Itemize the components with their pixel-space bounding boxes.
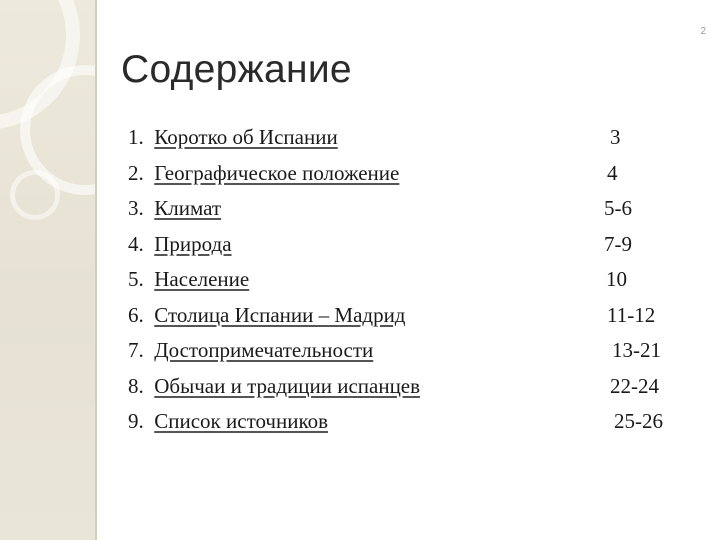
toc-link[interactable]: Достопримечательности <box>154 338 374 362</box>
toc-page-number: 11-12 <box>607 302 656 327</box>
toc-item-3 <box>128 191 698 227</box>
toc-link[interactable]: Климат <box>154 196 222 220</box>
toc-page-number: 3 <box>610 125 621 149</box>
table-of-contents <box>128 120 698 440</box>
slide-number: 2 <box>700 26 706 37</box>
toc-link[interactable]: Столица Испании – Мадрид <box>154 302 406 327</box>
toc-item-5 <box>128 262 698 298</box>
toc-page-number: 22-24 <box>610 373 659 398</box>
page-title: Содержание <box>121 48 352 91</box>
toc-link[interactable]: Обычаи и традиции испанцев <box>154 373 421 398</box>
toc-item-9 <box>128 404 698 440</box>
toc-item-1 <box>128 120 698 156</box>
toc-item-7 <box>128 333 698 369</box>
toc-link[interactable]: Географическое положение <box>154 160 400 185</box>
toc-link[interactable]: Список источников <box>154 409 329 433</box>
toc-link[interactable]: Коротко об Испании <box>154 125 338 149</box>
toc-page-number: 7-9 <box>604 231 632 256</box>
decorative-sidebar <box>0 0 97 540</box>
toc-page-number: 4 <box>607 160 618 185</box>
decorative-ring <box>10 170 60 220</box>
toc-item-number: 4. <box>128 231 149 256</box>
toc-item-4 <box>128 227 698 263</box>
toc-page-number: 5-6 <box>604 196 632 220</box>
toc-item-number: 3. <box>128 196 149 220</box>
toc-item-6 <box>128 298 698 334</box>
toc-item-number: 5. <box>128 267 149 291</box>
toc-item-number: 7. <box>128 338 149 362</box>
toc-item-2 <box>128 156 698 192</box>
toc-item-number: 9. <box>128 409 149 433</box>
toc-item-number: 6. <box>128 302 149 327</box>
toc-page-number: 13-21 <box>612 338 661 362</box>
toc-item-number: 8. <box>128 373 149 398</box>
toc-page-number: 10 <box>606 267 627 291</box>
toc-link[interactable]: Природа <box>154 231 232 256</box>
toc-item-8 <box>128 369 698 405</box>
toc-item-number: 2. <box>128 160 149 185</box>
toc-link[interactable]: Население <box>154 267 250 291</box>
toc-item-number: 1. <box>128 125 149 149</box>
toc-page-number: 25-26 <box>614 409 663 433</box>
